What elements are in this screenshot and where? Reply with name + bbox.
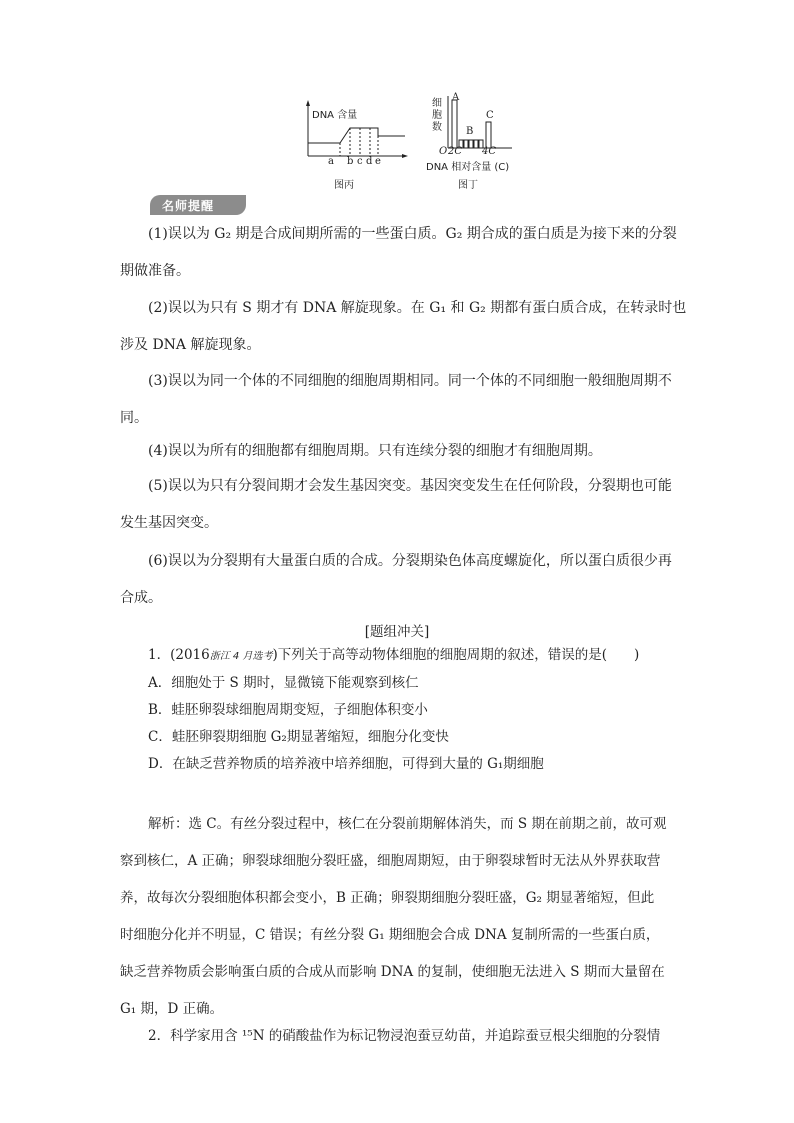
- note-6: [120, 543, 680, 617]
- analysis-line-2: 察到核仁，A 正确；卵裂球细胞分裂旺盛，细胞周期短，由于卵裂球暂时无法从外界获取营: [120, 853, 661, 869]
- note-2: [120, 290, 687, 364]
- note-5-line-2: 发生基因突变。: [120, 515, 218, 531]
- note-1: [120, 216, 680, 290]
- figure-bing-tick-c: c: [357, 156, 363, 167]
- analysis-line-6: G₁ 期，D 正确。: [120, 1001, 224, 1017]
- question-2-stem: 2．科学家用含 ¹⁵N 的硝酸盐作为标记物浸泡蚕豆幼苗，并追踪蚕豆根尖细胞的分裂情: [148, 1028, 661, 1044]
- figure-bing-tick-d: d: [366, 156, 373, 167]
- figure-ding-tick-2c: 2C: [448, 146, 463, 157]
- note-6-line-2: 合成。: [120, 590, 162, 606]
- option-c: C．蛙胚卵裂期细胞 G₂期显著缩短，细胞分化变快: [148, 729, 449, 745]
- figure-ding-xlabel: DNA 相对含量 (C): [426, 162, 510, 173]
- figure-bing: [300, 98, 410, 190]
- note-6-line-1: (6)误以为分裂期有大量蛋白质的合成。分裂期染色体高度螺旋化，所以蛋白质很少再: [148, 553, 672, 569]
- question-1-stem-b: )下列关于高等动物体细胞的细胞周期的叙述，错误的是( ): [272, 647, 640, 663]
- question-1-stem: [120, 642, 680, 670]
- note-3-line-2: 同。: [120, 410, 148, 426]
- tips-tag-label: 名师提醒: [162, 199, 215, 213]
- note-5-line-1: (5)误以为只有分裂间期才会发生基因突变。基因突变发生在任何阶段，分裂期也可能: [148, 478, 672, 494]
- note-4-line-1: (4)误以为所有的细胞都有细胞周期。只有连续分裂的细胞才有细胞周期。: [148, 443, 602, 459]
- figure-ding-bar-b-3: [469, 140, 473, 148]
- figure-ding-bar-label-b: B: [466, 126, 474, 137]
- question-2: [120, 1018, 680, 1055]
- figure-ding-bar-label-a: A: [452, 92, 460, 103]
- note-2-line-2: 涉及 DNA 解旋现象。: [120, 337, 261, 353]
- analysis-line-5: 缺乏营养物质会影响蛋白质的合成从而影响 DNA 的复制，使细胞无法进入 S 期而大量留在: [120, 964, 665, 980]
- tips-tag: [150, 195, 246, 215]
- section-title: [题组冲关]: [364, 624, 430, 640]
- question-1-source: 浙江 4 月选考: [209, 651, 273, 662]
- figure-bing-caption: 图丙: [334, 180, 354, 191]
- figure-ding-tick-4c: 4C: [482, 146, 497, 157]
- question-1-stem-a: 1．(2016: [148, 647, 210, 663]
- figure-ding-bar-a: [452, 100, 457, 148]
- figure-bing-tick-e: e: [375, 156, 381, 167]
- option-a: A．细胞处于 S 期时，显微镜下能观察到核仁: [148, 675, 419, 691]
- note-5: [120, 468, 680, 542]
- note-1-line-1: (1)误以为 G₂ 期是合成间期所需的一些蛋白质。G₂ 期合成的蛋白质是为接下来的分裂: [148, 226, 677, 242]
- question-1: [120, 642, 680, 778]
- analysis-line-4: 时细胞分化并不明显，C 错误；有丝分裂 G₁ 期细胞会合成 DNA 复制所需的一些蛋白质，: [120, 927, 660, 943]
- option-d: D．在缺乏营养物质的培养液中培养细胞，可得到大量的 G₁期细胞: [148, 756, 544, 772]
- figure-ding-bar-c: [486, 122, 491, 148]
- figure-ding-bar-b-2: [464, 140, 468, 148]
- figure-ding-caption: 图丁: [458, 180, 478, 191]
- note-4: [120, 433, 680, 470]
- figure-bing-tick-b: b: [347, 156, 354, 167]
- note-1-line-2: 期做准备。: [120, 263, 190, 279]
- figure-ding-bar-label-c: C: [486, 110, 494, 121]
- figure-ding: [426, 92, 516, 190]
- figure-bing-tick-a: a: [328, 156, 334, 167]
- option-b: B．蛙胚卵裂球细胞周期变短，子细胞体积变小: [148, 702, 428, 718]
- analysis-line-3: 养，故每次分裂细胞体积都会变小，B 正确；卵裂期细胞分裂旺盛，G₂ 期显著缩短，但此: [120, 890, 655, 906]
- analysis-line-1: 解析：选 C。有丝分裂过程中，核仁在分裂前期解体消失，而 S 期在前期之前，故可观: [148, 816, 667, 832]
- note-2-line-1: (2)误以为只有 S 期才有 DNA 解旋现象。在 G₁ 和 G₂ 期都有蛋白质合成，在转录时也: [148, 300, 687, 316]
- figure-ding-origin: O: [439, 146, 448, 157]
- figure-ding-ylabel: 细胞数: [432, 98, 442, 133]
- analysis: [120, 806, 680, 1028]
- note-3: [120, 363, 680, 437]
- figure-ding-bar-b-4: [474, 140, 478, 148]
- note-3-line-1: (3)误以为同一个体的不同细胞的细胞周期相同。同一个体的不同细胞一般细胞周期不: [148, 373, 672, 389]
- figure-bing-ylabel: DNA 含量: [312, 110, 358, 121]
